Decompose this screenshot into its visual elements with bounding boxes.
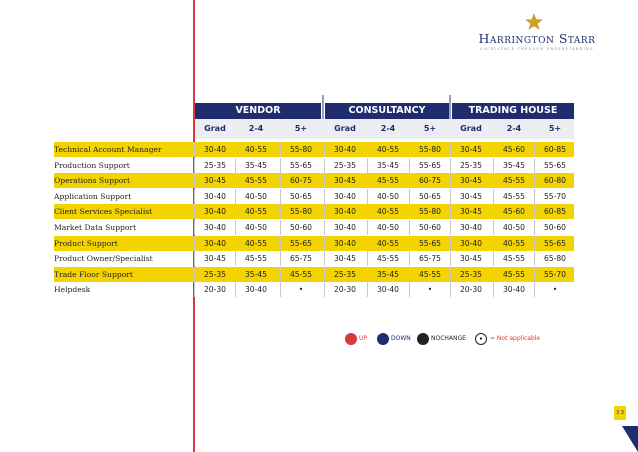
col-header: 2-4 (380, 124, 396, 133)
salary-cell: 65-80 (543, 254, 567, 264)
salary-cell: • (298, 285, 304, 295)
table-row (54, 220, 574, 235)
legend-up-label: UP (359, 335, 368, 342)
salary-cell: 25-35 (333, 160, 357, 170)
experience-subheader-row (195, 119, 574, 139)
role-name: Client Services Specialist (54, 207, 153, 217)
salary-cell: • (427, 285, 433, 295)
salary-cell: 55-80 (418, 207, 442, 217)
salary-cell: 30-40 (333, 207, 357, 217)
salary-cell: 30-40 (203, 191, 227, 201)
salary-cell: 30-45 (203, 176, 227, 186)
role-name: Product Owner/Specialist (54, 254, 153, 264)
salary-cell: 30-40 (376, 285, 400, 295)
salary-cell: 60-80 (543, 176, 567, 186)
table-row (54, 173, 574, 188)
salary-cell: 55-65 (418, 160, 442, 170)
salary-cell: 25-35 (203, 160, 227, 170)
salary-cell: 20-30 (203, 285, 227, 295)
legend-nochange-label: NOCHANGE (431, 335, 466, 342)
salary-cell: 30-45 (333, 176, 357, 186)
legend-na-label: = Not applicable (490, 335, 541, 342)
table-row (54, 204, 574, 219)
salary-cell: 45-55 (244, 176, 268, 186)
role-name: Market Data Support (54, 223, 137, 232)
table-row (54, 142, 574, 157)
brand-name: Harrington Starr (478, 31, 596, 46)
salary-cell: 25-35 (459, 269, 483, 279)
brand-logo (462, 12, 612, 52)
salary-cell: 25-35 (459, 160, 483, 170)
group-header-trading-house: TRADING HOUSE (452, 103, 574, 119)
salary-cell: 55-65 (289, 160, 313, 170)
table-row (54, 236, 574, 251)
salary-cell: 60-85 (543, 145, 567, 154)
salary-cell: 40-55 (376, 238, 400, 248)
salary-cell: 55-65 (543, 160, 567, 170)
salary-cell: 40-55 (244, 238, 268, 248)
salary-cell: 45-60 (502, 207, 526, 217)
table-row (54, 267, 574, 282)
salary-cell: 40-55 (376, 207, 400, 217)
salary-cell: 45-55 (502, 269, 526, 279)
group-header-consultancy: CONSULTANCY (325, 103, 449, 119)
up-indicator-icon (345, 333, 357, 345)
salary-cell: 45-55 (502, 191, 526, 201)
salary-cell: 45-55 (418, 269, 442, 279)
salary-cell: 30-40 (502, 285, 526, 295)
role-name: Production Support (54, 160, 130, 170)
salary-cell: 40-55 (502, 238, 526, 248)
col-header: 2-4 (506, 124, 522, 133)
salary-cell: 40-55 (376, 145, 400, 154)
col-header: 5+ (548, 124, 562, 133)
salary-cell: 45-55 (502, 254, 526, 264)
col-header: Grad (460, 124, 482, 133)
salary-cell: 30-45 (459, 145, 483, 154)
salary-cell: 30-40 (203, 145, 227, 154)
salary-cell: 40-50 (376, 223, 400, 232)
role-name: Application Support (54, 191, 132, 201)
page-corner-fold (622, 426, 638, 452)
salary-cell: 30-40 (333, 145, 357, 154)
table-row (54, 189, 574, 204)
salary-cell: 40-55 (244, 207, 268, 217)
nochange-indicator-icon (417, 333, 429, 345)
salary-cell: 55-65 (289, 238, 313, 248)
salary-cell: 40-50 (244, 223, 268, 232)
col-header: 2-4 (248, 124, 264, 133)
salary-cell: 35-45 (244, 269, 268, 279)
salary-cell: 60-85 (543, 207, 567, 217)
salary-cell: 55-65 (418, 238, 442, 248)
salary-cell: 45-60 (502, 145, 526, 154)
salary-cell: 20-30 (459, 285, 483, 295)
salary-cell: 45-55 (244, 254, 268, 264)
salary-cell: 35-45 (376, 269, 400, 279)
salary-cell: 50-60 (543, 223, 567, 232)
table-row (54, 282, 574, 297)
salary-cell: 30-40 (333, 238, 357, 248)
salary-cell: 40-50 (376, 191, 400, 201)
role-name: Operations Support (54, 176, 131, 186)
role-name: Product Support (54, 238, 118, 248)
salary-cell: 45-55 (289, 269, 313, 279)
salary-cell: 65-75 (289, 254, 313, 264)
salary-cell: 50-65 (418, 191, 442, 201)
salary-cell: 30-45 (459, 254, 483, 264)
role-name: Trade Floor Support (54, 269, 133, 279)
salary-cell: 45-55 (376, 254, 400, 264)
salary-cell: 35-45 (376, 160, 400, 170)
salary-cell: 45-55 (376, 176, 400, 186)
role-name: Helpdesk (54, 285, 91, 295)
salary-cell: 30-40 (459, 238, 483, 248)
not-applicable-icon: • (475, 333, 487, 345)
salary-cell: 55-80 (289, 145, 313, 154)
col-header: 5+ (423, 124, 437, 133)
salary-cell: 30-40 (333, 191, 357, 201)
role-name: Technical Account Manager (54, 145, 162, 154)
salary-cell: 30-40 (333, 223, 357, 232)
salary-cell: 30-40 (244, 285, 268, 295)
col-header: Grad (334, 124, 356, 133)
salary-cell: 30-40 (203, 238, 227, 248)
group-header-vendor: VENDOR (195, 103, 321, 119)
salary-cell: 20-30 (333, 285, 357, 295)
salary-cell: 55-70 (543, 269, 567, 279)
salary-cell: 30-40 (203, 223, 227, 232)
brand-tagline: EXCELLENCE THROUGH UNDERSTANDING (480, 47, 594, 51)
salary-cell: 40-50 (502, 223, 526, 232)
star-icon (524, 12, 544, 32)
salary-cell: 30-45 (459, 207, 483, 217)
down-indicator-icon (377, 333, 389, 345)
salary-cell: 55-80 (289, 207, 313, 217)
salary-cell: 35-45 (502, 160, 526, 170)
salary-cell: 25-35 (203, 269, 227, 279)
salary-cell: 30-45 (333, 254, 357, 264)
salary-cell: 60-75 (418, 176, 442, 186)
col-header: 5+ (294, 124, 308, 133)
salary-cell: 30-45 (203, 254, 227, 264)
salary-cell: 50-65 (289, 191, 313, 201)
salary-cell: 30-45 (459, 176, 483, 186)
legend-down-label: DOWN (391, 335, 411, 342)
salary-cell: 25-35 (333, 269, 357, 279)
col-header: Grad (204, 124, 226, 133)
salary-cell: 60-75 (289, 176, 313, 186)
salary-cell: 55-70 (543, 191, 567, 201)
salary-cell: 35-45 (244, 160, 268, 170)
salary-cell: 40-55 (244, 145, 268, 154)
table-row (54, 251, 574, 266)
salary-cell: 50-60 (418, 223, 442, 232)
salary-cell: 55-65 (543, 238, 567, 248)
salary-cell: 30-40 (459, 223, 483, 232)
salary-cell: 30-45 (459, 191, 483, 201)
table-row (54, 158, 574, 173)
salary-cell: 65-75 (418, 254, 442, 264)
salary-cell: 55-80 (418, 145, 442, 154)
salary-cell: 50-60 (289, 223, 313, 232)
salary-cell: 45-55 (502, 176, 526, 186)
page-number: 3 3 (614, 406, 626, 420)
salary-cell: • (552, 285, 558, 295)
salary-cell: 30-40 (203, 207, 227, 217)
salary-cell: 40-50 (244, 191, 268, 201)
